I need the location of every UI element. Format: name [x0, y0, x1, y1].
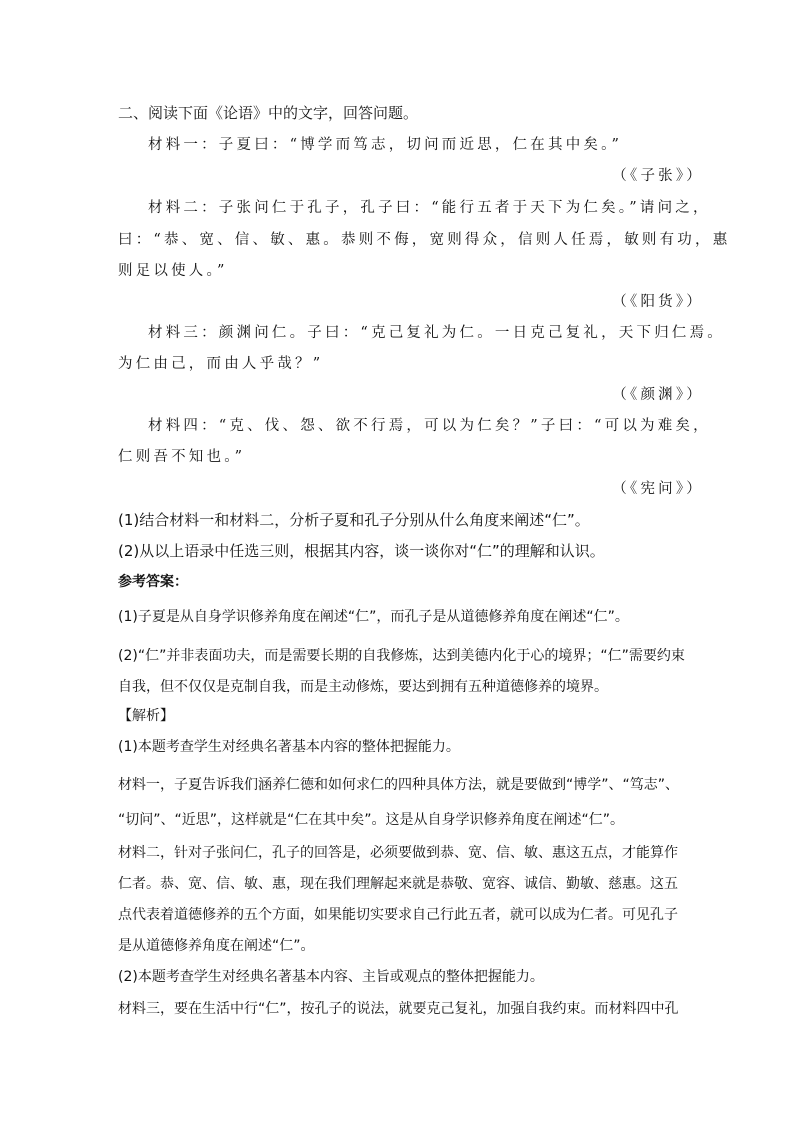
analysis-line-9: 材料三，要在生活中行“仁”，按孔子的说法，就要克己复礼，加强自我约束。而材料四中孔	[118, 1001, 679, 1017]
sub-question-1: (1)结合材料一和材料二，分析子夏和孔子分别从什么角度来阐述“仁”。	[118, 511, 590, 529]
material-1-line-1: 材料一：子夏曰：“博学而笃志，切问而近思，仁在其中矣。”	[148, 137, 623, 153]
material-1-source: （《子张》）	[612, 168, 704, 184]
analysis-line-1: (1)本题考查学生对经典名著基本内容的整体把握能力。	[118, 739, 460, 755]
material-2-source: （《阳货》）	[612, 294, 704, 310]
analysis-line-3: “切问”、“近思”，这样就是“仁在其中矣”。这是从自身学识修养角度在阐述“仁”。	[118, 812, 625, 828]
material-3-line-1: 材料三：颜渊问仁。子曰：“克己复礼为仁。一日克己复礼，天下归仁焉。	[148, 325, 726, 341]
analysis-line-4: 材料二，针对子张问仁，孔子的回答是，必须要做到恭、宽、信、敏、惠这五点，才能算作	[118, 845, 678, 861]
analysis-line-2: 材料一，子夏告诉我们涵养仁德和如何求仁的四种具体方法，就是要做到“博学”、“笃志”、	[118, 777, 680, 793]
material-4-line-1: 材料四：“克、伐、怨、欲不行焉，可以为仁矣？”子曰：“可以为难矣，	[148, 418, 711, 434]
question-heading: 二、阅读下面《论语》中的文字，回答问题。	[118, 104, 419, 122]
analysis-line-5: 仁者。恭、宽、信、敏、惠，现在我们理解起来就是恭敬、宽容、诚信、勤敏、慈惠。这五	[118, 876, 678, 892]
answer-line-3: 自我，但不仅仅是克制自我，而是主动修炼，要达到拥有五种道德修养的境界。	[118, 679, 608, 695]
material-2-line-2: 曰：“恭、宽、信、敏、惠。恭则不侮，宽则得众，信则人任焉，敏则有功，惠	[118, 232, 731, 248]
answer-title: 参考答案：	[118, 574, 188, 590]
analysis-line-8: (2)本题考查学生对经典名著基本内容、主旨或观点的整体把握能力。	[118, 969, 544, 985]
analysis-title: 【解析】	[118, 708, 174, 724]
answer-line-2: (2)“仁”并非表面功夫，而是需要长期的自我修炼，达到美德内化于心的境界；“仁”需要约束	[118, 648, 685, 664]
material-2-line-1: 材料二：子张问仁于孔子，孔子曰：“能行五者于天下为仁矣。”请问之，	[148, 200, 711, 216]
material-4-source: （《宪问》）	[612, 481, 704, 497]
material-3-line-2: 为仁由己，而由人乎哉？”	[118, 356, 324, 372]
analysis-line-7: 是从道德修养角度在阐述“仁”。	[118, 938, 315, 954]
analysis-line-6: 点代表着道德修养的五个方面，如果能切实要求自己行此五者，就可以成为仁者。可见孔子	[118, 907, 678, 923]
material-4-line-2: 仁则吾不知也。”	[118, 449, 246, 465]
answer-line-1: (1)子夏是从自身学识修养角度在阐述“仁”，而孔子是从道德修养角度在阐述“仁”。	[118, 609, 629, 625]
sub-question-2: (2)从以上语录中任选三则，根据其内容，谈一谈你对“仁”的理解和认识。	[118, 542, 605, 560]
material-2-line-3: 则足以使人。”	[118, 263, 228, 279]
material-3-source: （《颜渊》）	[612, 387, 704, 403]
